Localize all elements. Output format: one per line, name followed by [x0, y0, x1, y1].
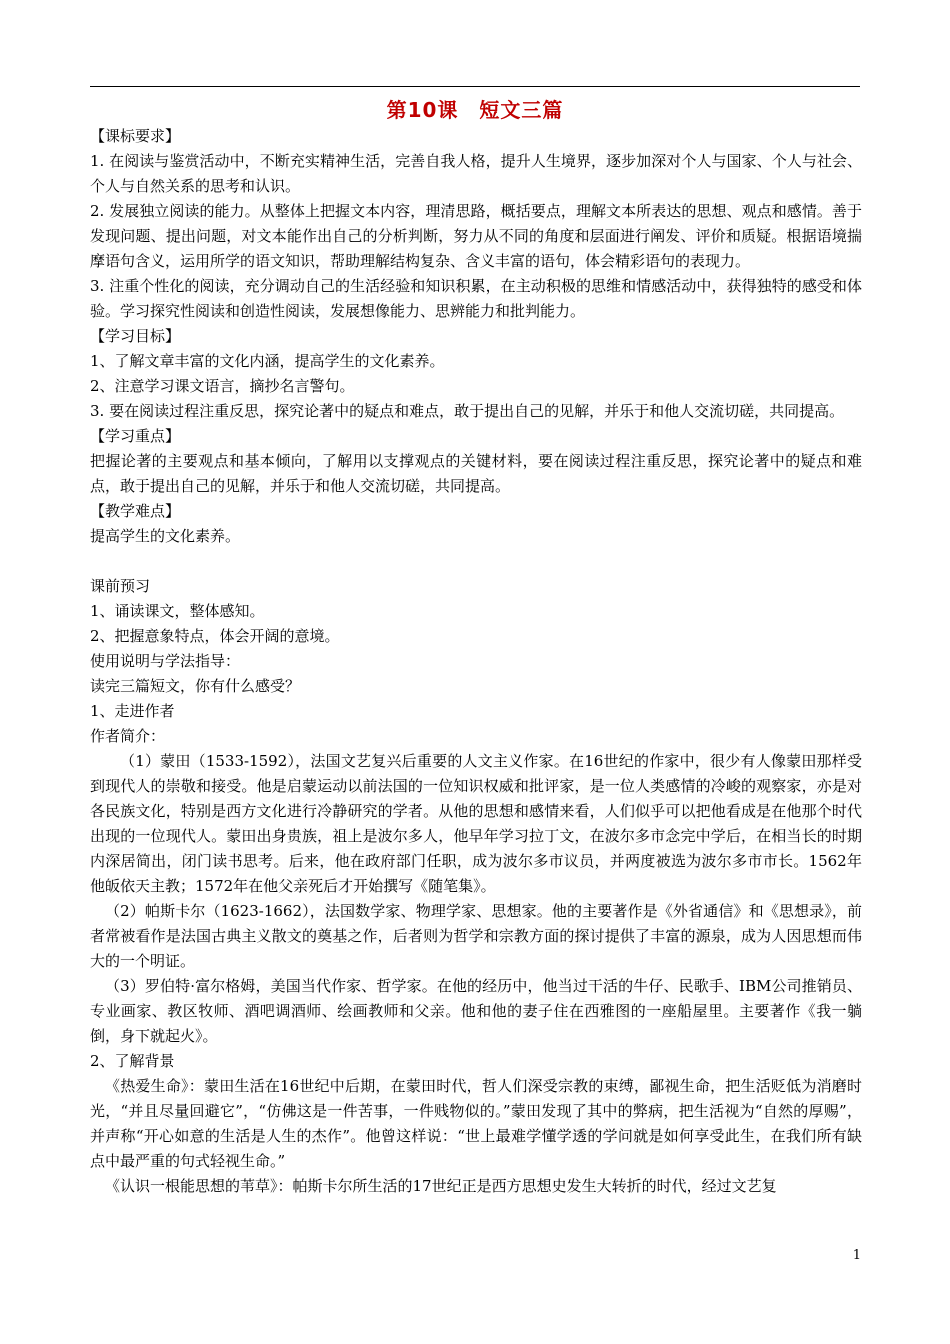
- paragraph: 提高学生的文化素养。: [90, 527, 241, 545]
- section-heading: 【学习目标】: [90, 327, 181, 345]
- paragraph: 2、把握意象特点，体会开阔的意境。: [90, 627, 340, 645]
- page-number: 1: [852, 1248, 861, 1263]
- background-paragraph: 《热爱生命》：蒙田生活在16世纪中后期，在蒙田时代，哲人们深受宗教的束缚，鄙视生命，把生活贬低为消磨时光，“并且尽量回避它”，“仿佛这是一件苦事，一件贱物似的。”蒙田发现了其中的弊病，把生活视为“自然的厚赐”，并声称“开心如意的生活是人生的杰作”。他曾这样说：“世上最难学懂学透的学问就是如何享受此生，在我们所有缺点中最严重的句式轻视生命。”: [90, 1077, 862, 1170]
- background-paragraph: 《认识一根能思想的苇草》：帕斯卡尔所生活的17世纪正是西方思想史发生大转折的时代，经过文艺复: [105, 1177, 777, 1195]
- paragraph: 1、走进作者: [90, 702, 175, 720]
- paragraph: 2、了解背景: [90, 1052, 175, 1070]
- paragraph: 把握论著的主要观点和基本倾向，了解用以支撑观点的关键材料，要在阅读过程注重反思，探究论著中的疑点和难点，敢于提出自己的见解，并乐于和他人交流切磋，共同提高。: [90, 452, 862, 495]
- paragraph: 1、了解文章丰富的文化内涵，提高学生的文化素养。: [90, 352, 445, 370]
- paragraph: 2、注意学习课文语言，摘抄名言警句。: [90, 377, 355, 395]
- paragraph: 作者简介：: [90, 727, 166, 745]
- paragraph: 使用说明与学法指导：: [90, 652, 241, 670]
- paragraph: 3. 注重个性化的阅读，充分调动自己的生活经验和知识积累，在主动积极的思维和情感活动中，获得独特的感受和体验。学习探究性阅读和创造性阅读，发展想像能力、思辨能力和批判能力。: [90, 277, 862, 320]
- author-bio-pascal: （2）帕斯卡尔（1623-1662），法国数学家、物理学家、思想家。他的主要著作是《外省通信》和《思想录》，前者常被看作是法国古典主义散文的奠基之作，后者则为哲学和宗教方面的探讨提供了丰富的源泉，成为人因思想而伟大的一个明证。: [90, 902, 862, 970]
- paragraph: 3. 要在阅读过程注重反思，探究论著中的疑点和难点，敢于提出自己的见解，并乐于和他人交流切磋，共同提高。: [90, 402, 845, 420]
- section-heading: 【学习重点】: [90, 427, 181, 445]
- paragraph: 1. 在阅读与鉴赏活动中，不断充实精神生活，完善自我人格，提升人生境界，逐步加深对个人与国家、个人与社会、个人与自然关系的思考和认识。: [90, 152, 862, 195]
- document-body: [90, 124, 862, 1199]
- header-rule: [90, 86, 860, 87]
- lesson-title: 第10课 短文三篇: [386, 98, 564, 122]
- blank-line: [90, 549, 862, 574]
- paragraph: 1、诵读课文，整体感知。: [90, 602, 265, 620]
- author-bio-montaigne: （1）蒙田（1533-1592），法国文艺复兴后重要的人文主义作家。在16世纪的作家中，很少有人像蒙田那样受到现代人的崇敬和接受。他是启蒙运动以前法国的一位知识权威和批评家，是一位人类感情的冷峻的观察家，亦是对各民族文化，特别是西方文化进行冷静研究的学者。从他的思想和感情来看，人们似乎可以把他看成是在他那个时代出现的一位现代人。蒙田出身贵族，祖上是波尔多人，他早年学习拉丁文，在波尔多市念完中学后，在相当长的时期内深居简出，闭门读书思考。后来，他在政府部门任职，成为波尔多市议员，并两度被选为波尔多市市长。1562年他皈依天主教；1572年在他父亲死后才开始撰写《随笔集》。: [90, 752, 862, 895]
- author-bio-fulghum: （3）罗伯特·富尔格姆，美国当代作家、哲学家。在他的经历中，他当过干活的牛仔、民歌手、IBM公司推销员、专业画家、教区牧师、酒吧调酒师、绘画教师和父亲。他和他的妻子住在西雅图的一座船屋里。主要著作《我一躺倒，身下就起火》。: [90, 977, 862, 1045]
- section-heading: 【课标要求】: [90, 127, 181, 145]
- paragraph: 2. 发展独立阅读的能力。从整体上把握文本内容，理清思路，概括要点，理解文本所表达的思想、观点和感情。善于发现问题、提出问题，对文本能作出自己的分析判断，努力从不同的角度和层面进行阐发、评价和质疑。根据语境揣摩语句含义，运用所学的语文知识，帮助理解结构复杂、含义丰富的语句，体会精彩语句的表现力。: [90, 202, 862, 270]
- section-heading: 【教学难点】: [90, 502, 181, 520]
- paragraph: 课前预习: [90, 577, 151, 595]
- paragraph: 读完三篇短文，你有什么感受？: [90, 677, 301, 695]
